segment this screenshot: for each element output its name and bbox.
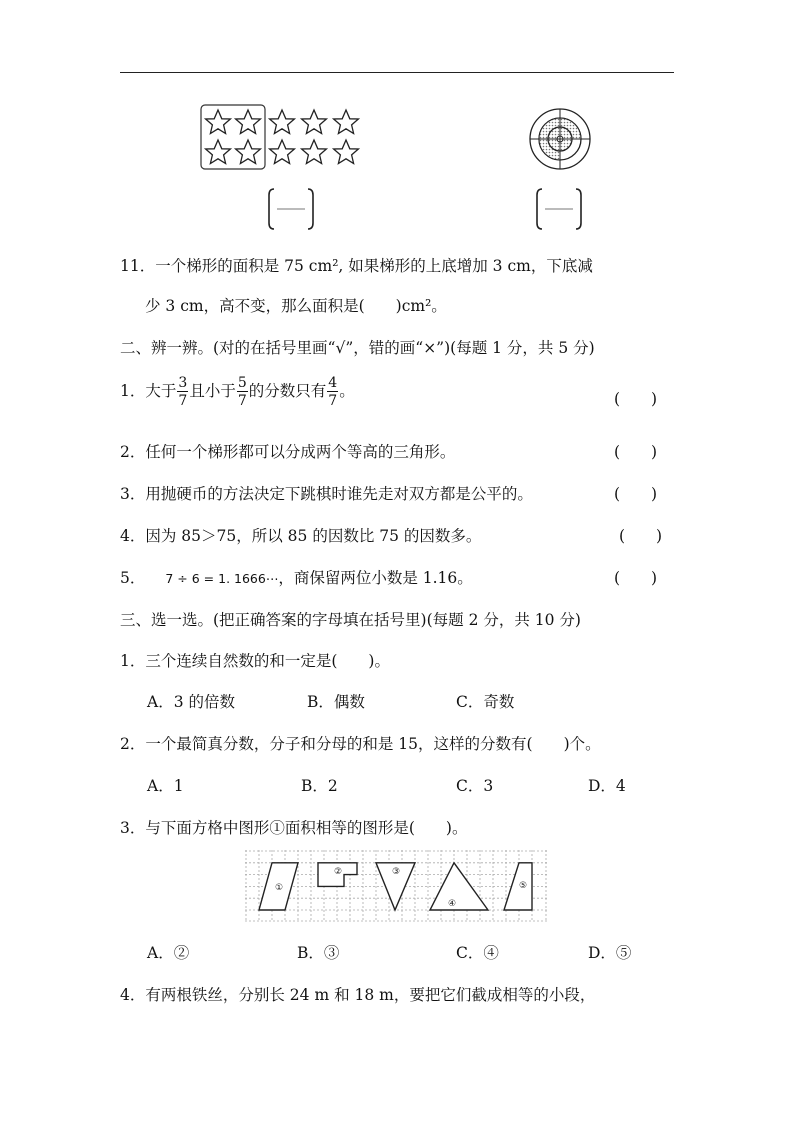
shape-label-3: ③: [391, 867, 401, 877]
fraction-4-7: [327, 376, 338, 408]
s2-item-4-answer[interactable]: ( ): [619, 527, 663, 545]
shape-label-5: ⑤: [518, 881, 528, 891]
s2-item-3-text: 用抛硬币的方法决定下跳棋时谁先走对双方都是公平的。: [145, 485, 533, 503]
stars-group-box: [201, 105, 265, 169]
shape-label-4: ④: [447, 899, 457, 909]
s3-q2-option-d[interactable]: D．4: [588, 777, 626, 795]
star-icon: [334, 110, 359, 134]
s2-item-5-text: ，商保留两位小数是 1.16。: [278, 569, 473, 587]
s3-q1-number: 1．: [120, 652, 146, 670]
s3-q1-option-a[interactable]: A．3 的倍数: [147, 693, 235, 711]
q11-text-line1: 一个梯形的面积是 75 cm², 如果梯形的上底增加 3 cm，下底减: [155, 257, 593, 275]
shape-label-1: ①: [274, 883, 284, 893]
circle-figure: [527, 106, 593, 172]
section3-title: 三、选一选。(把正确答案的字母填在括号里)(每题 2 分，共 10 分): [120, 611, 581, 629]
s3-q1: [120, 649, 390, 671]
s3-q3-option-b[interactable]: B．③: [297, 944, 340, 962]
fraction-5-7: [237, 376, 248, 408]
s2-item-5-number: 5．: [120, 569, 146, 587]
s2-item-1-mid2: 的分数只有: [248, 382, 327, 400]
star-icon: [236, 110, 261, 134]
s2-item-2-answer[interactable]: ( ): [614, 443, 658, 461]
header-rule: [120, 72, 674, 73]
s3-q3-option-d[interactable]: D．⑤: [588, 944, 632, 962]
s3-q2-option-b[interactable]: B．2: [301, 777, 338, 795]
s2-item-1-post: 。: [339, 382, 355, 400]
star-icon: [334, 140, 359, 164]
shape-label-2: ②: [333, 867, 343, 877]
s3-q3-option-c[interactable]: C．④: [456, 944, 499, 962]
fraction-answer-bracket-2[interactable]: [535, 187, 583, 231]
stars-figure: [198, 103, 364, 173]
s3-q4-text: 有两根铁丝，分别长 24 m 和 18 m，要把它们截成相等的小段，: [145, 986, 596, 1004]
star-icon: [206, 110, 231, 134]
s2-item-4: [120, 524, 481, 546]
fraction-3-7: [177, 376, 188, 408]
s2-item-5-answer[interactable]: ( ): [614, 569, 658, 587]
s3-q4-number: 4．: [120, 986, 146, 1004]
frac-num: 4: [328, 375, 338, 391]
frac-num: 5: [237, 375, 247, 391]
frac-den: 7: [237, 393, 247, 409]
s2-item-5: [120, 566, 473, 588]
s3-q2: [120, 732, 601, 754]
s3-q2-option-c[interactable]: C．3: [456, 777, 494, 795]
s2-item-2-number: 2．: [120, 443, 146, 461]
star-icon: [236, 140, 261, 164]
s2-item-3-answer[interactable]: ( ): [614, 485, 658, 503]
s3-q1-option-b[interactable]: B．偶数: [307, 693, 365, 711]
s3-q1-text: 三个连续自然数的和一定是( )。: [145, 652, 390, 670]
s2-item-3: [120, 482, 533, 504]
q11-number: 11．: [120, 257, 156, 275]
s3-q3-number: 3．: [120, 819, 146, 837]
s2-item-1-number: 1．: [120, 382, 146, 400]
q11-line1: [120, 254, 593, 276]
star-icon: [302, 110, 327, 134]
s2-item-4-text: 因为 85＞75，所以 85 的因数比 75 的因数多。: [145, 527, 482, 545]
s3-q3-option-a[interactable]: A．②: [147, 944, 190, 962]
frac-den: 7: [328, 393, 338, 409]
s2-item-2: [120, 440, 455, 462]
star-icon: [270, 110, 295, 134]
s3-q3: [120, 816, 467, 838]
s2-item-1-mid: 且小于: [189, 382, 236, 400]
fraction-answer-bracket-1[interactable]: [267, 187, 315, 231]
s3-q3-text: 与下面方格中图形①面积相等的图形是( )。: [145, 819, 468, 837]
s3-q4: [120, 983, 595, 1005]
frac-num: 3: [178, 375, 188, 391]
star-icon: [302, 140, 327, 164]
s3-q2-number: 2．: [120, 735, 146, 753]
s2-item-1-answer[interactable]: ( ): [614, 390, 658, 408]
star-icon: [270, 140, 295, 164]
section2-title: 二、辨一辨。(对的在括号里画“√”，错的画“×”)(每题 1 分，共 5 分): [120, 339, 595, 357]
grid-shapes-figure: [245, 850, 547, 922]
q11-line2: 少 3 cm，高不变，那么面积是( )cm²。: [145, 297, 447, 315]
s2-item-1: [120, 376, 355, 408]
frac-den: 7: [178, 393, 188, 409]
s2-item-1-pre: 大于: [145, 382, 177, 400]
s2-item-3-number: 3．: [120, 485, 146, 503]
star-icon: [206, 140, 231, 164]
s2-item-5-expression: 7 ÷ 6 = 1. 1666⋯: [165, 571, 279, 586]
s3-q1-option-c[interactable]: C．奇数: [456, 693, 515, 711]
s2-item-4-number: 4．: [120, 527, 146, 545]
s2-item-2-text: 任何一个梯形都可以分成两个等高的三角形。: [145, 443, 456, 461]
s3-q2-option-a[interactable]: A．1: [147, 777, 184, 795]
s3-q2-text: 一个最简真分数，分子和分母的和是 15，这样的分数有( )个。: [145, 735, 601, 753]
